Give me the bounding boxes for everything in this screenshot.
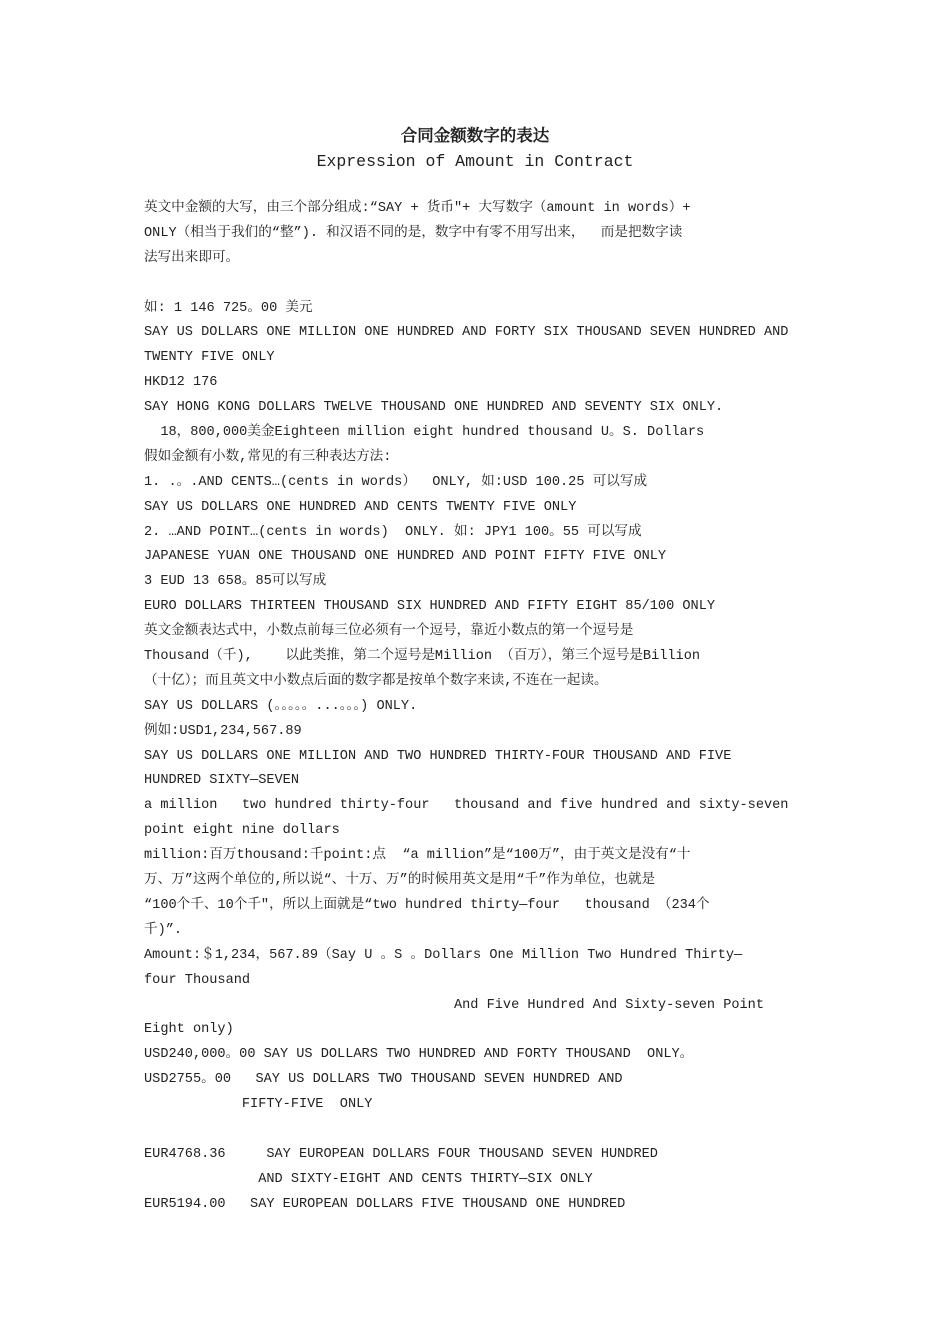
text-line [144, 272, 834, 297]
text-line: FIFTY-FIVE ONLY [144, 1097, 373, 1113]
text-line: JAPANESE YUAN ONE THOUSAND ONE HUNDRED AND POINT FIFTY FIVE ONLY [144, 549, 667, 565]
text-line: 3 EUD 13 658。85可以写成 [144, 574, 327, 590]
text-line: EUR5194.00 SAY EUROPEAN DOLLARS FIVE THOUSAND ONE HUNDRED [144, 1196, 626, 1212]
text-line: AND SIXTY-EIGHT AND CENTS THIRTY—SIX ONLY [144, 1171, 593, 1187]
text-line: TWENTY FIVE ONLY [144, 350, 275, 366]
body-text [144, 197, 834, 1218]
text-line: HKD12 176 [144, 375, 218, 391]
text-line: 法写出来即可。 [144, 250, 240, 266]
text-line: EUR4768.36 SAY EUROPEAN DOLLARS FOUR THOUSAND SEVEN HUNDRED [144, 1146, 658, 1162]
text-line: “100个千、10个千"，所以上面就是“two hundred thirty—four thousand （234个 [144, 897, 710, 913]
text-line: SAY US DOLLARS ONE MILLION ONE HUNDRED AND FORTY SIX THOUSAND SEVEN HUNDRED AND [144, 325, 789, 341]
text-line: And Five Hundred And Sixty-seven Point [144, 997, 764, 1013]
text-line: 千)”. [144, 922, 183, 938]
text-line: four Thousand [144, 972, 251, 988]
text-line: （十亿）；而且英文中小数点后面的数字都是按单个数字来读,不连在一起读。 [144, 673, 608, 689]
text-line: SAY US DOLLARS ONE MILLION AND TWO HUNDRED THIRTY-FOUR THOUSAND AND FIVE [144, 748, 732, 764]
title-english: Expression of Amount in Contract [316, 152, 634, 171]
text-line: SAY US DOLLARS ONE HUNDRED AND CENTS TWENTY FIVE ONLY [144, 499, 577, 515]
text-line: 1. .。.AND CENTS…(cents in words） ONLY, 如:USD 100.25 可以写成 [144, 474, 648, 490]
text-line: SAY HONG KONG DOLLARS TWELVE THOUSAND ONE HUNDRED AND SEVENTY SIX ONLY. [144, 400, 724, 416]
text-line [144, 1118, 834, 1143]
text-line: 万、万”这两个单位的,所以说“、十万、万”的时候用英文是用“千”作为单位，也就是 [144, 873, 656, 889]
text-line: ONLY（相当于我们的“整”). 和汉语不同的是，数字中有零不用写出来， 而是把数字读 [144, 225, 683, 241]
text-line: point eight nine dollars [144, 823, 340, 839]
text-line: 如: 1 146 725。00 美元 [144, 300, 313, 316]
text-line: Thousand（千), 以此类推，第二个逗号是Million （百万），第三个逗号是Billion [144, 649, 701, 665]
text-line: 英文金额表达式中，小数点前每三位必须有一个逗号，靠近小数点的第一个逗号是 [144, 624, 634, 640]
text-line: million:百万thousand:千point:点 “a million”是“100万”，由于英文是没有“十 [144, 848, 691, 864]
text-line: SAY US DOLLARS (。。。。。...。。。) ONLY. [144, 698, 418, 714]
text-line: Eight only) [144, 1022, 234, 1038]
text-line: a million two hundred thirty-four thousand and five hundred and sixty-seven [144, 798, 789, 814]
text-line: 假如金额有小数,常见的有三种表达方法: [144, 449, 392, 465]
title-chinese: 合同金额数字的表达 [400, 126, 550, 145]
text-line: USD2755。00 SAY US DOLLARS TWO THOUSAND SEVEN HUNDRED AND [144, 1072, 623, 1088]
text-line: 英文中金额的大写，由三个部分组成:“SAY + 货币"+ 大写数字（amount in words）+ [144, 201, 691, 216]
text-line: USD240,000。00 SAY US DOLLARS TWO HUNDRED AND FORTY THOUSAND ONLY。 [144, 1047, 694, 1063]
text-line: Amount:＄1,234，567.89（Say U 。S 。Dollars One Million Two Hundred Thirty— [144, 947, 743, 963]
text-line: 例如:USD1,234,567.89 [144, 723, 302, 739]
text-line: EURO DOLLARS THIRTEEN THOUSAND SIX HUNDRED AND FIFTY EIGHT 85/100 ONLY [144, 599, 716, 615]
text-line: 2. …AND POINT…(cents in words) ONLY. 如: JPY1 100。55 可以写成 [144, 524, 642, 540]
text-line: HUNDRED SIXTY—SEVEN [144, 773, 299, 789]
text-line: 18，800,000美金Eighteen million eight hundred thousand U。S. Dollars [144, 425, 705, 441]
